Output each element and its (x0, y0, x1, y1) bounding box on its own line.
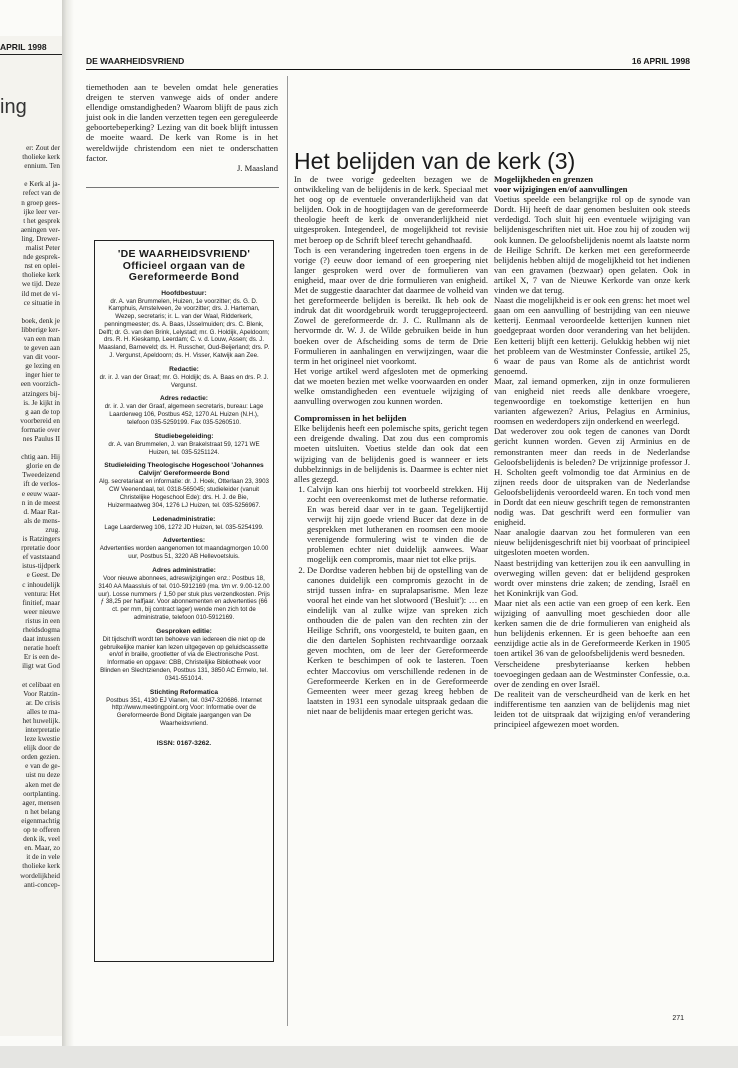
facing-page-line (0, 171, 60, 180)
facing-page-line: wordelijkheid (20, 871, 60, 880)
masthead-text: Postbus 351, 4130 EJ Vianen, tel. 0347-320686. Internet http://www.meetingpoint.org Voor: Informatie over de Gereformeerde Bond Digitale jaargangen van De Waarheidsvriend. (106, 696, 262, 727)
facing-page-line: neratie hoeft (23, 644, 60, 653)
facing-page-line: elijk door de (23, 744, 60, 753)
previous-article-text: tiemethoden aan te bevelen omdat hele generaties dreigen te sterven vanwege aids of onder andere ellendige omstandigheden? Waarom blijft de paus zich juist ook in die landen verzetten tegen een gereguleerde geboortebeperking? Lezing van dit boek blijft intussen de moeite waard. De kerk van Rome is in het wereldwijde christendom een niet te onderschatten factor. (86, 82, 278, 163)
article-paragraph: Maar niet als een actie van een groep of een kerk. Een wijziging of aanvulling moet geschieden door alle kerken samen die de drie formulieren van enigheid als hun belijdenis erkennen. Er is geen behoefte aan een eenzijdige actie als in de Gereformeerde Kerken in 1905 toen artikel 36 van de geloofsbelijdenis werd besneden. (494, 597, 690, 659)
numbered-list (294, 484, 488, 716)
facing-page-line: e van de ge- (25, 762, 60, 771)
facing-page-line: ef vaststaand (22, 553, 60, 562)
facing-page-line: voorbereid en (20, 416, 60, 425)
article-title: Het belijden van de kerk (3) (294, 148, 576, 174)
facing-page-line (0, 444, 60, 453)
facing-page-date: APRIL 1998 (0, 42, 47, 52)
facing-page-line: ar. De crisis (25, 698, 60, 707)
facing-page-line: te geven aan (24, 344, 60, 353)
facing-page-line: op te offeren (23, 826, 60, 835)
facing-page-line: refect van de (22, 189, 60, 198)
facing-page-line (0, 308, 60, 317)
facing-page-line: nde gesprek- (23, 253, 60, 262)
facing-page-line: tholieke kerk (22, 153, 60, 162)
facing-page-line: n groep gees- (21, 198, 60, 207)
masthead-sections (95, 290, 273, 728)
masthead-text: dr. A. van Brummelen, Huizen, 1e voorzitter; ds. G. D. Kamphuis, Amstelveen, 2e voorzitter; drs. J. Harteman, Wezep, secretaris; ir. L. van der Waal, Ridderkerk, penningmeester; ds. A. Baas, IJsselmuiden; drs. C. Blenk, Delft; dr. G. van den Brink, Lelystad; mr. G. Holdijk, Apeldoorn; drs. R. H. Kieskamp, Leerdam; C. v. d. Louw, Assen; ds. J. Maasland, Barneveld; ds. H. Russcher, Oud-Beijerland; drs. P. J. Vergunst, Apeldoorn; ds. H. Visser, Katwijk aan Zee. (98, 297, 270, 360)
facing-page-line: Voor Ratzin- (23, 689, 60, 698)
page-number: 271 (672, 1015, 684, 1022)
facing-page-line: it de in vele (26, 853, 60, 862)
facing-page-line: er: Zout der (26, 144, 60, 152)
facing-page-line: Er is een de- (23, 653, 60, 662)
article-column-2 (494, 174, 690, 729)
facing-page-line: ild met de vi- (21, 289, 60, 298)
facing-page-line: zrug. (45, 525, 60, 534)
facing-page-line: nst en oplei- (24, 262, 60, 271)
header-rule (86, 69, 690, 70)
article-paragraph: Toch is een verandering ingetreden toen ergens in de vorige (?) eeuw door iemand of een groepering niet langer gesproken werd over de formulieren van enigheid, maar over de drie formulieren van enigheid. Met de suggestie daarachter dat daarmee de volheid van het gereformeerde belijden is bereikt. Ik heb ook de indruk dat dit woordgebruik wordt teruggeprojecteerd. Zowel de gereformeerde dr. J. C. Rullmann als de hervormde dr. W. J. de Wilde gebruiken beide in hun boeken over de Afscheiding soms de term de Drie Formulieren in aanhalingen en verwijzingen, waar die term in het origineel niet voorkomt. (294, 244, 488, 366)
masthead-heading: Studiebegeleiding: (154, 432, 214, 440)
column-1-paragraphs (294, 174, 488, 406)
masthead-text: dr. ir. J. van der Graaf; mr. G. Holdijk; ds. A. Baas en drs. P. J. Vergunst. (99, 373, 269, 389)
facing-page-line: g aan de top (25, 407, 60, 416)
facing-page-line: en. Maar, zo (24, 844, 60, 853)
masthead-heading: Ledenadministratie: (152, 515, 216, 523)
masthead-heading: Redactie: (169, 365, 199, 373)
masthead-heading: Advertenties: (162, 537, 206, 545)
magazine-page (80, 36, 700, 1046)
facing-page-line: leze kwestie (24, 735, 60, 744)
facing-page-line: als de mens- (24, 516, 60, 525)
article-paragraph: Naast die mogelijkheid is er ook een grens: het moet wel gaan om een aanvulling of bestrijding van een nieuwe ketterij. Eenmaal veroordeelde ketterijen kunnen niet goedgepraat worden door verandering van het belijden. Een ketterij blijft een ketterij. Gelukkig hebben wij niet het probleem van de Westminster Confessie, artikel 25, 6 waar de paus van Rome als de antichrist wordt genoemd. (494, 295, 690, 376)
facing-page-line: istus-tijdperk (22, 562, 60, 571)
facing-page-line: eigenmachtig (21, 816, 60, 825)
facing-page-line: ventura: Het (24, 589, 60, 598)
facing-page-line: nes Paulus II (22, 435, 60, 443)
facing-page-line: Tweedeizend (22, 471, 60, 480)
article-paragraph: Naast bestrijding van ketterijen zou ik een aanvulling in overweging willen geven: dat er belijdend gesproken wordt over minstens drie zaken; de zending, Israël en het Koninkrijk van God. (494, 557, 690, 598)
subheading-mogelijkheden-line2: voor wijzigingen en/of aanvullingen (494, 184, 628, 195)
masthead-text: dr. A. van Brummelen, J. van Brakelstraat 59, 1271 WE Huizen, tel. 035-5251124. (108, 440, 260, 456)
facing-page-line: tholieke kerk (22, 271, 60, 280)
facing-page-line: formatie over (21, 425, 60, 434)
facing-page-rule (0, 54, 62, 55)
facing-page-line: atzingers bij- (22, 389, 60, 398)
facing-page-line (0, 671, 60, 680)
publication-name: DE WAARHEIDSVRIEND (86, 56, 185, 66)
masthead-heading: Studieleiding Theologische Hogeschool 'Johannes Calvijn' Gereformeerde Bond (104, 462, 264, 478)
facing-page-line: e Kerk al ja- (24, 180, 60, 189)
masthead-heading: Adres redactie: (159, 395, 208, 403)
facing-page-line: van een man (23, 334, 60, 343)
facing-page-line: n het belang (24, 807, 60, 816)
facing-page-line: d. Maar Rat- (23, 507, 60, 516)
facing-page-line: orden gezien. (21, 753, 60, 762)
facing-page-line: e Geest. De (26, 571, 60, 580)
masthead-title: 'DE WAARHEIDSVRIEND' Officieel orgaan van de Gereformeerde Bond (117, 248, 251, 283)
facing-page-line: boek, denk je (21, 316, 60, 325)
facing-page-line: n in de meest (21, 498, 60, 507)
facing-page-line: denk ik, veel (23, 835, 60, 844)
column-divider (287, 76, 288, 1026)
facing-page-line: c inhoudelijk (22, 580, 60, 589)
issue-date: 16 APRIL 1998 (631, 56, 690, 66)
page-gutter (62, 0, 74, 1068)
scan-bottom-edge (0, 1046, 738, 1068)
facing-page-line: t het gesprek (23, 216, 60, 225)
facing-page-line: ce situatie in (23, 298, 60, 307)
masthead-text: dr. ir. J. van der Graaf, algemeen secretaris, bureau: Lage Laarderweg 106, Postbus 452, 1270 AL Huizen (N.H.), telefoon 035-5259199. Fax 035-5260510. (104, 403, 264, 427)
facing-page-line: we tijd. Deze (21, 280, 60, 289)
separator-rule (86, 187, 279, 188)
facing-page-line: rheidsdogma (22, 625, 60, 634)
facing-page-line: ift de verlos- (23, 480, 60, 489)
facing-page-line: alles te ma- (26, 707, 60, 716)
facing-page-fragment (0, 36, 62, 1036)
facing-page-line: aeningen ver- (20, 225, 60, 234)
facing-page-line: libberige ker- (21, 325, 60, 334)
facing-page-line: ling. Drewer- (21, 234, 60, 243)
article-paragraph: In de twee vorige gedeelten bezagen we de ontwikkeling van de belijdenis in de kerk. Speciaal met het oog op de eventuele onveranderlijkheid van dat belijden. Ook in de hoogtijdagen van de gereformeerde theologie heeft de kerk de onveranderlijkheid niet uitgesproken. Integendeel, de mogelijkheid tot revisie met beroep op de Schrift bleef terecht gehandhaafd. (294, 174, 488, 245)
facing-page-line: finitief, maar (22, 598, 60, 607)
facing-page-line: ijke leer ver- (23, 207, 60, 216)
article-paragraph: De realiteit van de verscheurdheid van de kerk en het indifferentisme ten aanzien van de belijdenis mag niet leiden tot de uitspraak dat wijziging en/of verandering principieel afgewezen moet worden. (494, 688, 690, 730)
facing-page-line: e eeuw waar- (21, 489, 60, 498)
article-paragraph: Dat wederover zou ook tegen de canones van Dordt gericht kunnen worden. Geven zij Arminius en de remonstranten meer dan reeds in de Nederlandse Geloofsbelijdenis is beleden? De vrijzinnige professor J. H. Scholten geeft volmondig toe dat Arminius en de zijnen reeds door de uitspraken van de Nederlandse Geloofsbelijdenis veroordeeld waren. En toch vond men in Dordt dat een nieuw geschrift tegen de remonstranten nodig was. Dat geschrift werd een formulier van enigheid. (494, 426, 690, 528)
facing-page-line: weer nieuwe (23, 607, 60, 616)
author-signature: J. Maasland (236, 162, 278, 173)
article-paragraph: Voetius speelde een belangrijke rol op de synode van Dordt. Hij heeft de daar genomen besluiten ook steeds verdedigd. Toch sluit hij een eventuele wijziging van belijdenisgeschriften niet uit. Hoe zou hij of zouden wij ook kunnen. De geloofsbelijdenis noemt als laatste norm de Heilige Schrift. De kerken met een gereformeerde belijdenis hebben altijd de mogelijkheid tot het indienen van een gravamen (bezwaar) open gelaten. Ook in artikel X, 7 van de Nieuwe Kerkorde van onze kerk vinden we dat terug. (494, 194, 690, 296)
facing-page-line: rnalist Peter (25, 244, 60, 253)
facing-page-text (0, 144, 60, 890)
facing-page-line: et celibaat en (22, 680, 60, 689)
running-header (86, 56, 690, 68)
facing-page-line: uist nu deze (25, 771, 60, 780)
facing-page-line: chtig aan. Hij (21, 453, 60, 462)
article-paragraph: Het vorige artikel werd afgesloten met de opmerking dat we moeten bezien met welke voorwaarden en onder welke omstandigheden een eventuele wijziging of aanvulling overwogen zou kunnen worden. (294, 365, 488, 407)
masthead-text: Alg. secretariaat en informatie: dr. J. Hoek, Otterlaan 23, 3903 CW Veenendaal, tel. 0318-565045; studieleider (vanuit Christelijke Hogeschool Ede): drs. H. J. de Bie, Huizermaatweg 304, 1276 LJ Huizen, tel. 035-5256967. (99, 478, 269, 509)
masthead-text: Lage Laarderweg 106, 1272 JD Huizen, tel. 035-5254199. (104, 523, 264, 531)
article-column-1 (294, 174, 488, 716)
masthead-text: Advertenties worden aangenomen tot maandagmorgen 10.00 uur, Postbus 51, 3220 AB Hellevoetsluis. (99, 545, 269, 561)
compromissen-intro: Elke belijdenis heeft een polemische spits, gericht tegen een dreigende dwaling. Dat zou dus een compromis moeten uitsluiten. Voetius stelde dan ook dat een wijziging van de belijdenis goed is wanneer er iets dubbelzinnigs in de belijdenis is. Daarmee is echter niet alles gezegd. (294, 423, 488, 484)
facing-page-line: oortplanting. (23, 789, 60, 798)
facing-page-line: tholieke kerk (22, 862, 60, 871)
subheading-mogelijkheden: Mogelijkheden en grenzen (494, 174, 594, 184)
facing-page-line: een voorzich- (20, 380, 60, 389)
article-paragraph: Maar, zal iemand opmerken, zijn in onze formulieren van enigheid niet reeds alle denkbare vroegere, tegenwoordige en toekomstige ketterijen en hun varianten afgewezen? Arius, Pelagius en Arminius, roomsen en wederdopers zijn onderkend en weerlegd. (494, 375, 690, 427)
facing-page-line: ennium. Ten (24, 162, 60, 171)
masthead-heading: Adres administratie: (152, 567, 216, 575)
masthead-text: Dit tijdschrift wordt ten behoeve van iedereen die niet op de gebruikelijke manier kan lezen uitgegeven op geluidscassette en/of in braille, grootletter of via de Electronische Post. Informatie en opgave: CBB, Christelijke Bibliotheek voor Blinden en Slechtzienden, Postbus 131, 3850 AC Ermelo, tel. 0341-551014. (99, 635, 269, 682)
facing-page-line: is Ratzingers (22, 535, 60, 544)
facing-page-line: daat intussen (22, 635, 60, 644)
masthead-text: Voor nieuwe abonnees, adreswijzigingen enz.: Postbus 18, 3140 AA Maassluis of tel. 010-5912169 (ma. t/m vr. 9.00-12.00 uur). Losse nummers ƒ 1,50 per stuk plus verzendkosten. Prijs ƒ 38,25 per halfjaar. Voor abonnementen en advertenties (66 ct. per mm, bij contract lager) wende men zich tot de administratie, telefoon 010-5912169. (98, 575, 270, 622)
masthead-heading: Hoofdbestuur: (161, 289, 207, 297)
facing-page-line: iligt wat God (22, 662, 60, 671)
facing-page-line: inger hier te (25, 371, 60, 380)
facing-page-line: rpretatie door (21, 544, 60, 553)
facing-page-line: ristus in een (25, 616, 60, 625)
issn: ISSN: 0167-3262. (156, 739, 212, 747)
facing-page-line: ge lezing en (25, 362, 60, 371)
facing-page-line: aken met de (25, 780, 60, 789)
previous-article-ending (86, 82, 278, 173)
facing-page-line: anti-concep- (24, 880, 60, 889)
list-item: 2. De Dordtse vaderen hebben bij de opstelling van de canones duidelijk een compromis gezocht in de strijd tussen infra- en supralapsarisme. Men leze vooral het einde van het slotwoord ('Besluit'): … en eindelijk van al zulke wijze van spreken zich onthouden die de palen van den rechten zin der Heilige Schrift, ons voorgesteld, te buiten gaan, en die den dartelen Sophisten rechtvaardige oorzaak geven mochten, om de leer der Gereformeerde Kerken te beschimpen of ook te lasteren. Toen echter Maccovius om verschillende redenen in de Gereformeerde Kerken en in de Gereformeerde Gemeenten weer meer gezag kreeg hebben de laatsten in 1931 een synodale uitspraak gedaan die niet naar de belijdenis maar ertegen gericht was. (307, 565, 488, 716)
facing-page-title-fragment: ing (0, 96, 27, 118)
article-paragraph: Naar analogie daarvan zou het formuleren van een nieuw belijdenisgeschrift niet bij voorbaat of principieel uitgesloten moeten worden. (494, 527, 690, 558)
masthead-heading: Gesproken editie: (156, 627, 212, 635)
facing-page-line: van dit voor- (23, 353, 60, 362)
facing-page-line: ager, mensen (22, 798, 60, 807)
article-paragraph: Verscheidene presbyteriaanse kerken hebben toevoegingen gedaan aan de Westminster Confessie, o.a. over de zending en over Israël. (494, 658, 690, 689)
facing-page-line: interpretatie (25, 726, 60, 734)
masthead-heading: Stichting Reformatica (149, 688, 219, 696)
subheading-compromissen: Compromissen in het belijden (294, 413, 407, 424)
list-item: 1. Calvijn kan ons hierbij tot voorbeeld strekken. Hij zocht een overeenkomst met de lutherse reformatie. En was bereid daar ver in te gaan. Tegelijkertijd verwijt hij zijn goede vriend Bucer dat deze in de gesprekken met lutheranen en roomsen een mooie verenigende formulering wist te vinden die de problemen echter niet duidelijk aanwees. Waar mogelijk een compromis, maar niet tot elke prijs. (307, 484, 488, 565)
column-2-paragraphs (494, 194, 690, 729)
facing-page-line: het huwelijk. (22, 716, 60, 725)
facing-page-line: glorie en de (26, 462, 60, 471)
facing-page-line: is. Je kijkt in (23, 398, 60, 407)
masthead-box (94, 240, 274, 962)
